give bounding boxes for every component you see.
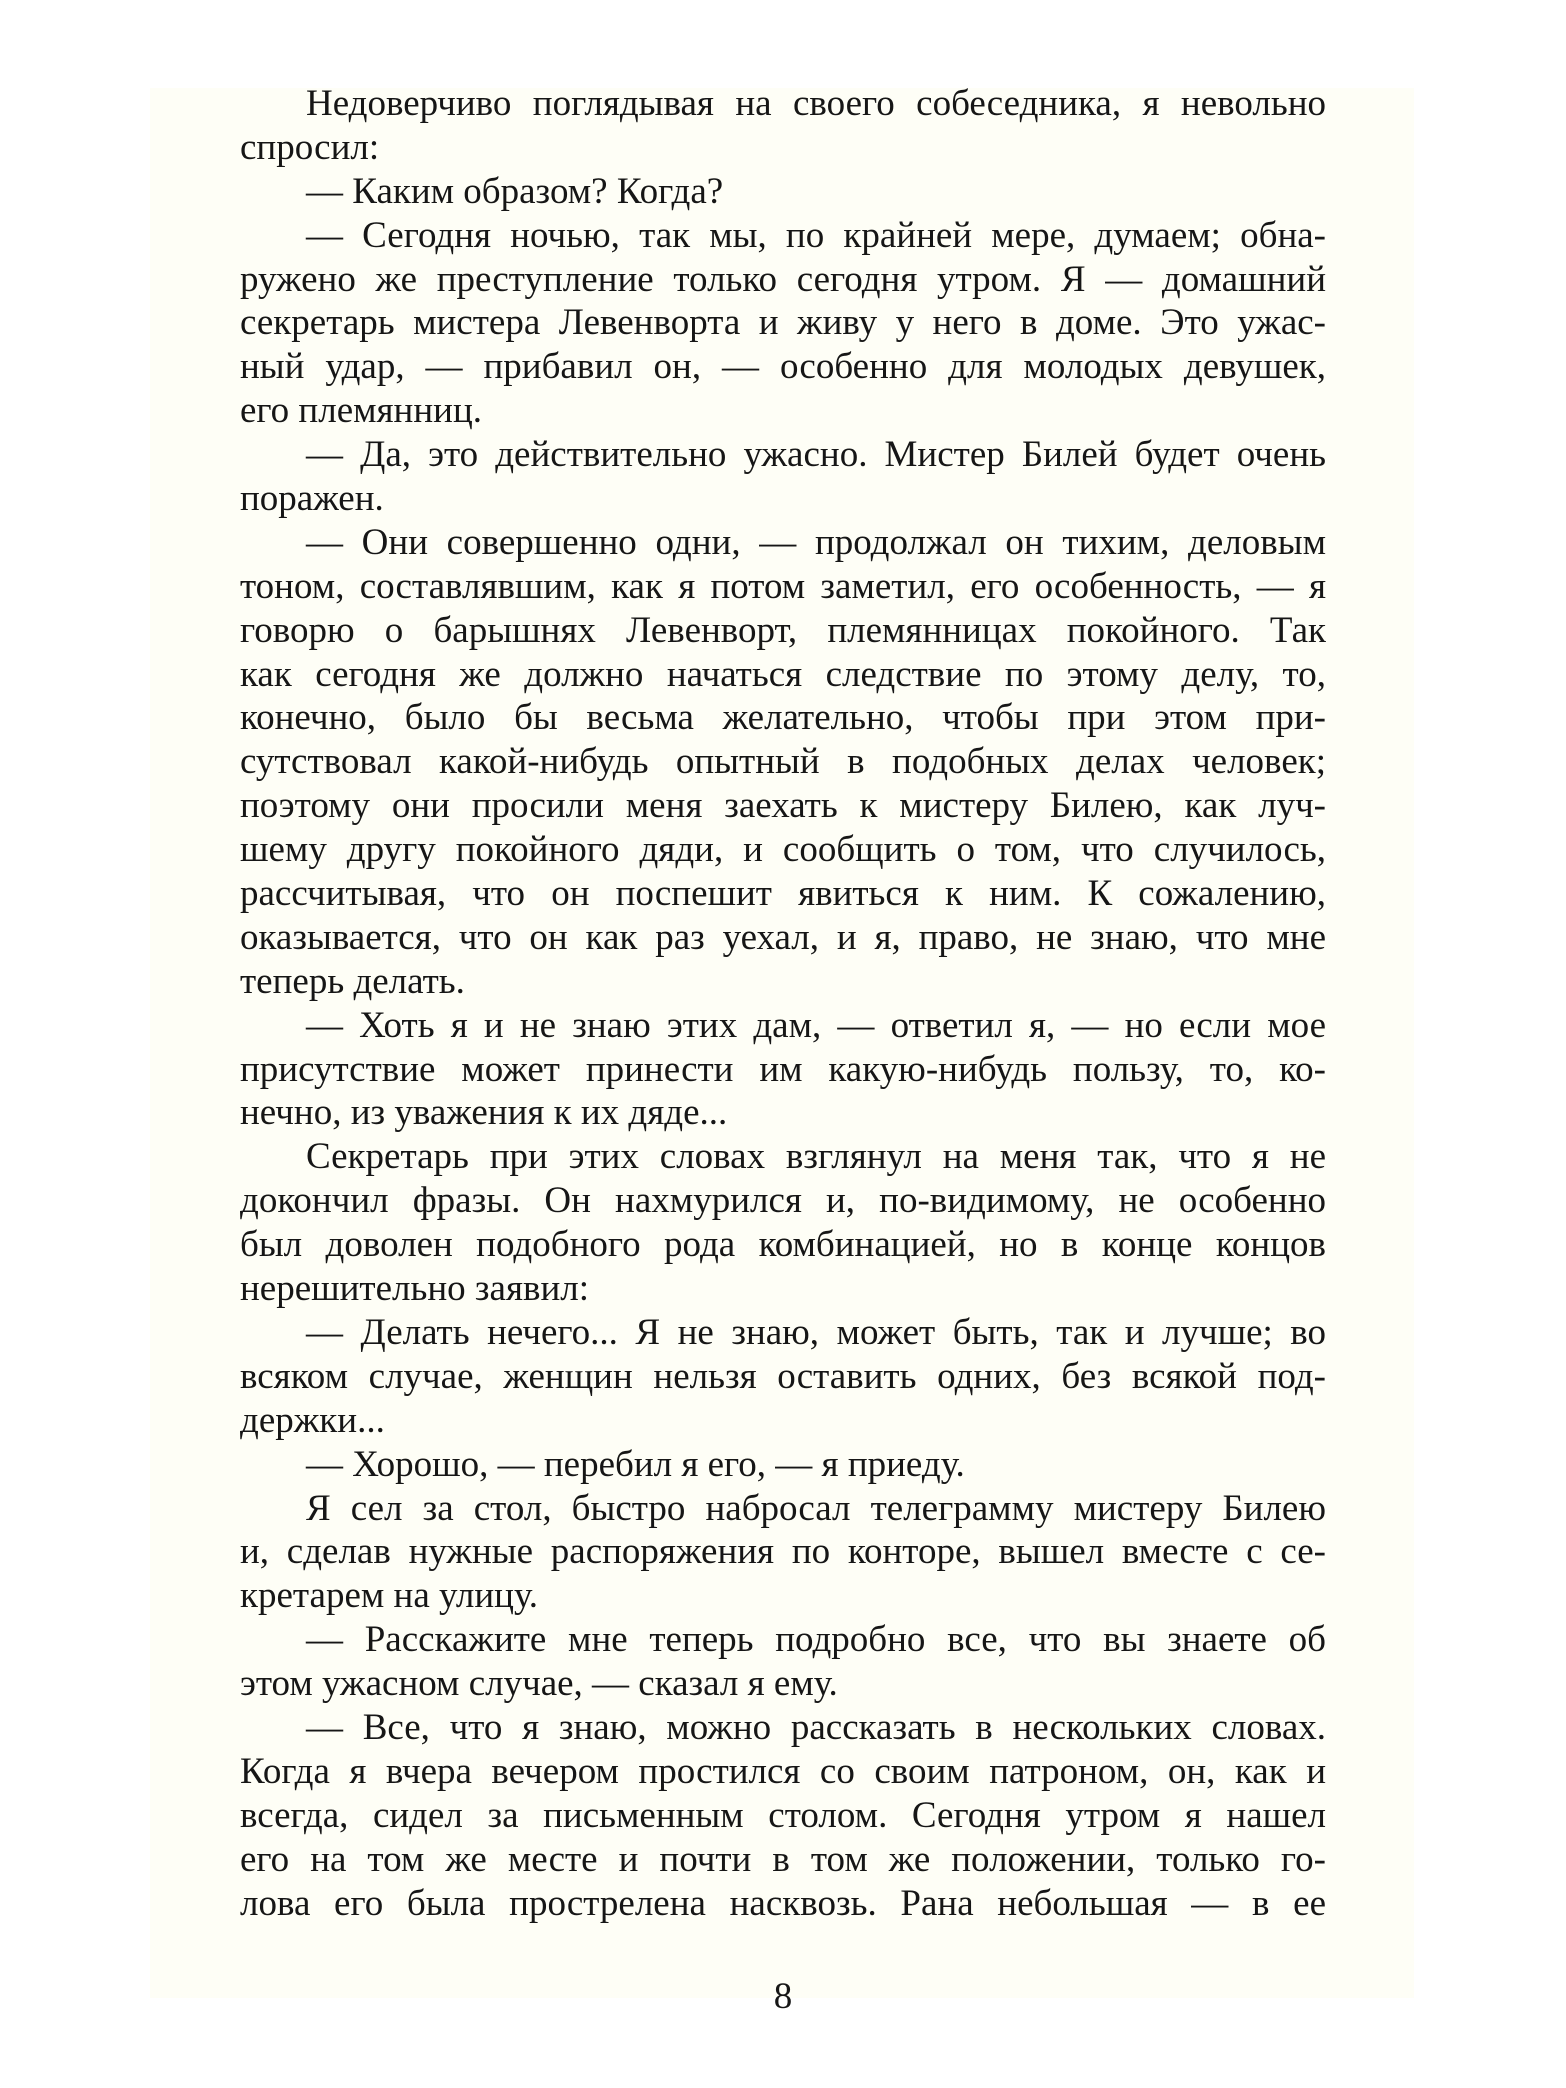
text-line: секретарь мистера Левенворта и живу у него в доме. Это ужас- xyxy=(240,302,1326,344)
text-line: конечно, было бы весьма желательно, чтобы при этом при- xyxy=(240,697,1326,739)
text-line: — Все, что я знаю, можно рассказать в нескольких словах. xyxy=(306,1706,1326,1748)
text-line: ный удар, — прибавил он, — особенно для молодых девушек, xyxy=(240,346,1326,388)
text-line: Я сел за стол, быстро набросал телеграмму мистеру Билею xyxy=(306,1487,1326,1529)
text-line: Секретарь при этих словах взглянул на меня так, что я не xyxy=(306,1136,1326,1178)
text-line: — Они совершенно одни, — продолжал он тихим, деловым xyxy=(306,521,1326,563)
text-line: присутствие может принести им какую-нибудь пользу, то, ко- xyxy=(240,1048,1326,1090)
text-line: нечно, из уважения к их дяде... xyxy=(240,1092,728,1134)
text-line: его племянниц. xyxy=(240,390,482,432)
text-line: — Сегодня ночью, так мы, по крайней мере, думаем; обна- xyxy=(306,214,1326,256)
text-line: говорю о барышнях Левенворт, племянницах покойного. Так xyxy=(240,609,1326,651)
text-line: сутствовал какой-нибудь опытный в подобных делах человек; xyxy=(240,741,1326,783)
text-line: Недоверчиво поглядывая на своего собеседника, я невольно xyxy=(306,83,1326,124)
text-line: как сегодня же должно начаться следствие по этому делу, то, xyxy=(240,653,1326,695)
text-line: лова его была прострелена насквозь. Рана небольшая — в ее xyxy=(240,1882,1326,1924)
text-line: — Расскажите мне теперь подробно все, что вы знаете об xyxy=(306,1619,1326,1661)
text-line: был доволен подобного рода комбинацией, но в конце концов xyxy=(240,1224,1326,1266)
text-line: спросил: xyxy=(240,126,380,168)
text-line: всегда, сидел за письменным столом. Сегодня утром я нашел xyxy=(240,1794,1326,1836)
text-line: рассчитывая, что он поспешит явиться к ним. К сожалению, xyxy=(240,873,1326,915)
text-line: докончил фразы. Он нахмурился и, по-видимому, не особенно xyxy=(240,1180,1326,1222)
text-line: поражен. xyxy=(240,478,384,520)
text-line: шему другу покойного дяди, и сообщить о том, что случилось, xyxy=(240,829,1326,871)
text-line: — Да, это действительно ужасно. Мистер Билей будет очень xyxy=(306,434,1326,476)
page-number: 8 xyxy=(773,1976,793,2017)
text-line: оказывается, что он как раз уехал, и я, право, не знаю, что мне xyxy=(240,916,1326,958)
text-line: этом ужасном случае, — сказал я ему. xyxy=(240,1663,838,1705)
text-line: тоном, составлявшим, как я потом заметил, его особенность, — я xyxy=(240,565,1326,607)
text-line: и, сделав нужные распоряжения по конторе, вышел вместе с се- xyxy=(240,1531,1326,1573)
text-line: — Каким образом? Когда? xyxy=(306,170,724,212)
body-text xyxy=(240,82,1326,1925)
text-line: держки... xyxy=(240,1399,385,1441)
text-line: его на том же месте и почти в том же положении, только го- xyxy=(240,1838,1326,1880)
text-line: ружено же преступление только сегодня утром. Я — домашний xyxy=(240,258,1326,300)
text-line: всяком случае, женщин нельзя оставить одних, без всякой под- xyxy=(240,1355,1326,1397)
text-line: поэтому они просили меня заехать к мистеру Билею, как луч- xyxy=(240,785,1326,827)
text-line: нерешительно заявил: xyxy=(240,1268,589,1310)
text-line: теперь делать. xyxy=(240,960,465,1002)
text-line: кретарем на улицу. xyxy=(240,1575,538,1617)
text-line: — Хоть я и не знаю этих дам, — ответил я, — но если мое xyxy=(306,1004,1326,1046)
text-line: Когда я вчера вечером простился со своим патроном, он, как и xyxy=(240,1750,1326,1792)
text-line: — Делать нечего... Я не знаю, может быть, так и лучше; во xyxy=(306,1311,1326,1353)
text-line: — Хорошо, — перебил я его, — я приеду. xyxy=(306,1443,965,1485)
